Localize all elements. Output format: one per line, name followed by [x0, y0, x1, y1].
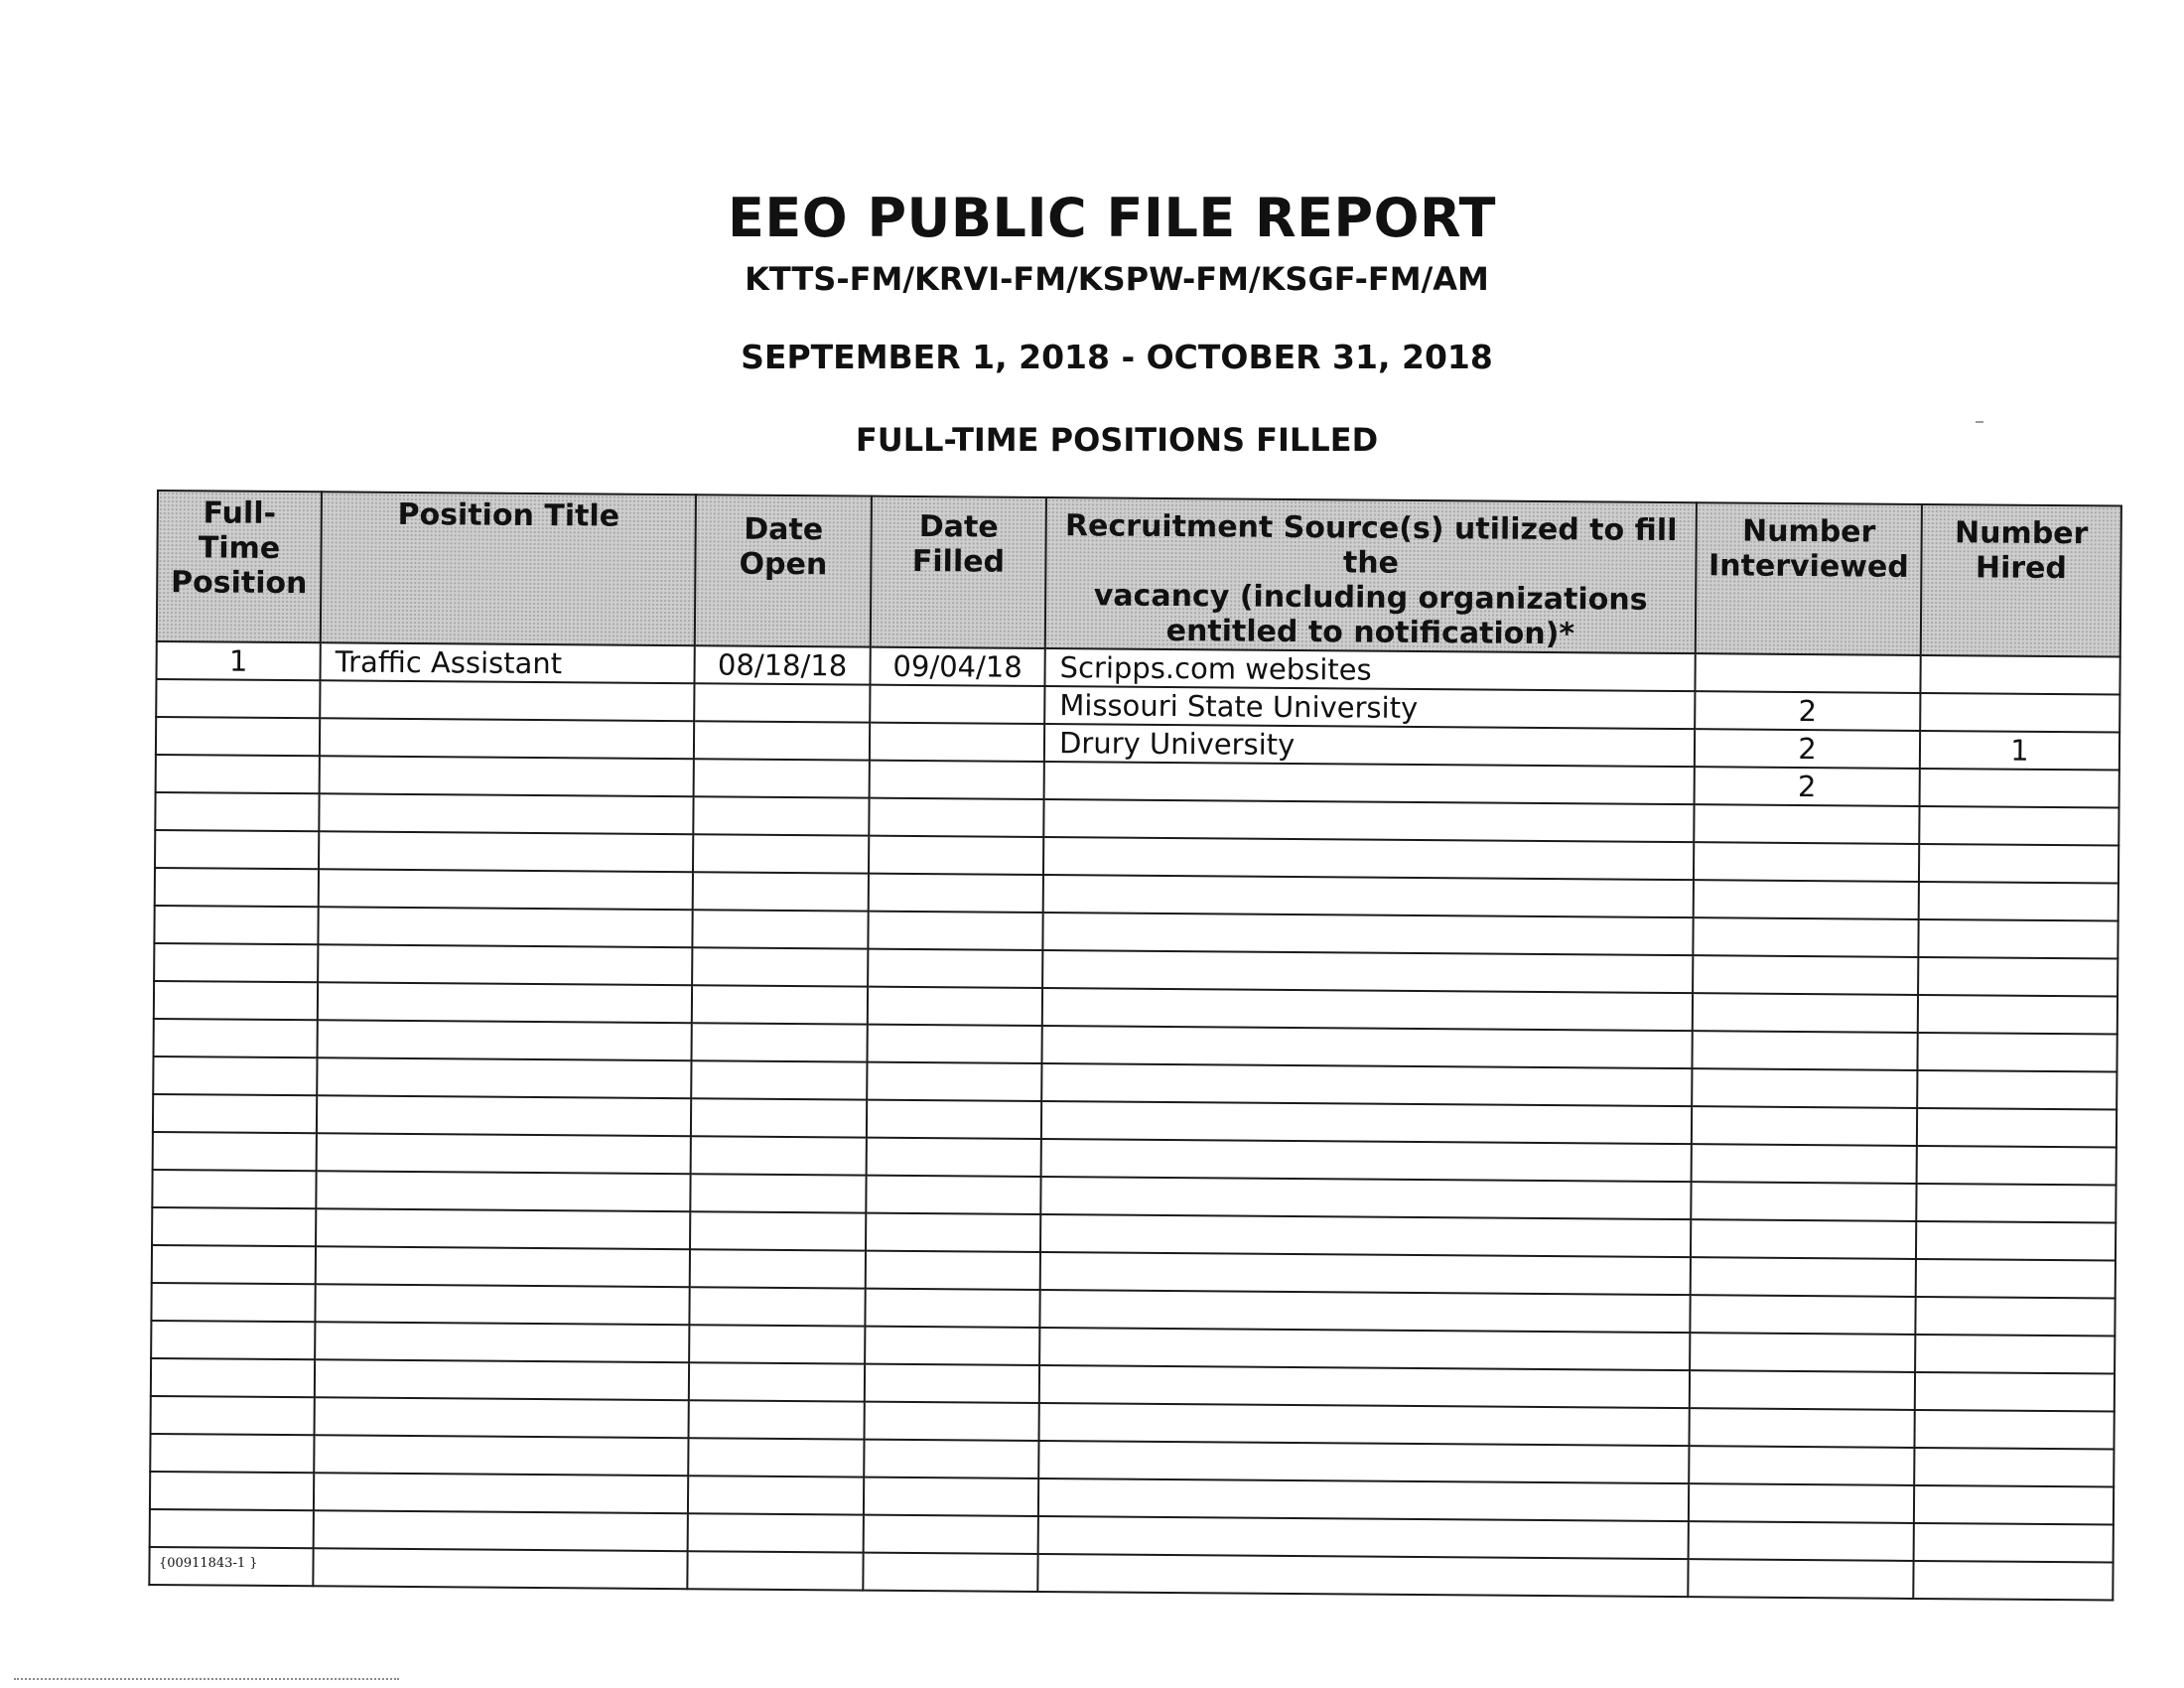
cell-date-open: [694, 721, 870, 760]
empty-cell: [690, 1249, 866, 1288]
empty-cell: [865, 1364, 1039, 1403]
empty-cell: [1916, 1184, 2116, 1223]
empty-cell: [153, 1132, 317, 1171]
empty-cell: [688, 1438, 864, 1477]
cell-number-hired: [1920, 655, 2119, 695]
empty-cell: [318, 944, 692, 985]
cell-position: 1: [156, 641, 320, 680]
col-header-position: [157, 491, 322, 642]
empty-cell: [318, 1020, 692, 1060]
empty-cell: [1919, 844, 2118, 884]
empty-cell: [692, 985, 868, 1024]
report-title: EEO PUBLIC FILE REPORT: [727, 187, 1496, 249]
empty-cell: [866, 1213, 1040, 1252]
empty-cell: [689, 1362, 865, 1401]
col-header-position-line1: Full-: [203, 495, 277, 531]
empty-cell: [1690, 1370, 1915, 1410]
document-id: {00911843-1 }: [159, 1556, 258, 1571]
empty-cell: [1690, 1295, 1915, 1335]
cell-position-title: [320, 680, 694, 721]
empty-cell: [315, 1322, 689, 1362]
empty-cell: [1691, 1182, 1916, 1221]
col-header-interviewed: [1696, 502, 1922, 655]
empty-cell: [1917, 1146, 2116, 1186]
empty-cell: [154, 1019, 318, 1057]
cell-date-filled: 09/04/18: [870, 647, 1044, 686]
empty-cell: [689, 1400, 865, 1439]
empty-cell: [315, 1359, 689, 1400]
empty-cell: [692, 910, 868, 948]
empty-cell: [1689, 1483, 1914, 1523]
empty-cell: [1040, 1214, 1691, 1257]
empty-cell: [1918, 919, 2117, 959]
empty-cell: [151, 1358, 315, 1397]
cell-date-filled: [870, 685, 1044, 724]
empty-cell: [689, 1325, 865, 1363]
empty-cell: [317, 1057, 691, 1098]
empty-cell: [688, 1513, 864, 1552]
col-header-interviewed-line2: Interviewed: [1707, 548, 1909, 585]
header-row: [157, 491, 2121, 657]
empty-cell: [1043, 875, 1694, 917]
empty-cell: [315, 1397, 689, 1438]
empty-cell: [1688, 1559, 1913, 1599]
empty-cell: [1915, 1372, 2115, 1412]
empty-cell: [1914, 1485, 2114, 1525]
empty-cell: [1042, 950, 1693, 993]
empty-cell: [1690, 1333, 1915, 1372]
empty-cell: [1689, 1446, 1914, 1485]
empty-cell: [152, 1245, 316, 1284]
scan-speck: [1976, 421, 1983, 423]
section-heading: FULL-TIME POSITIONS FILLED: [855, 421, 1379, 459]
empty-cell: [1694, 804, 1919, 844]
cell-recruitment-source: [1044, 762, 1695, 804]
cell-number-interviewed: [1695, 653, 1920, 693]
empty-cell: [691, 1023, 867, 1061]
empty-cell: [1041, 1101, 1692, 1144]
cell-number-hired: [1920, 693, 2119, 733]
empty-cell: [150, 1509, 314, 1548]
empty-cell: [319, 869, 693, 910]
empty-cell: [319, 793, 693, 834]
empty-cell: [690, 1211, 866, 1250]
empty-cell: [1916, 1221, 2116, 1261]
empty-cell: [1038, 1516, 1689, 1559]
empty-cell: [864, 1515, 1038, 1554]
empty-cell: [693, 796, 869, 835]
empty-cell: [1917, 1033, 2116, 1072]
empty-cell: [1038, 1478, 1689, 1521]
empty-cell: [864, 1440, 1038, 1478]
empty-cell: [1914, 1410, 2114, 1450]
empty-cell: [866, 1176, 1040, 1214]
empty-cell: [1694, 880, 1919, 919]
empty-cell: [1693, 917, 1918, 957]
empty-cell: [1692, 1031, 1917, 1070]
empty-cell: [1914, 1448, 2114, 1487]
empty-cell: [1916, 1259, 2116, 1299]
col-header-source-line3: entitled to notification)*: [1165, 613, 1575, 652]
col-header-hired-line1: Number: [1954, 515, 2089, 552]
empty-cell: [314, 1510, 688, 1551]
empty-cell: [316, 1246, 690, 1287]
empty-cell: [1918, 957, 2117, 997]
empty-cell: [868, 912, 1042, 950]
empty-cell: [693, 834, 869, 873]
empty-cell: [1039, 1403, 1690, 1446]
empty-cell: [867, 1025, 1041, 1063]
empty-cell: [691, 1136, 867, 1175]
cell-recruitment-source: Missouri State University: [1044, 686, 1695, 729]
empty-cell: [692, 947, 868, 986]
cell-recruitment-source: Drury University: [1044, 724, 1695, 767]
empty-cell: [867, 1100, 1041, 1139]
empty-cell: [1039, 1290, 1690, 1333]
col-header-source-line1: Recruitment Source(s) utilized to fill the: [1064, 508, 1678, 581]
empty-cell: [1694, 842, 1919, 882]
empty-cell: [155, 830, 319, 869]
empty-cell: [153, 1056, 317, 1095]
empty-cell: [1693, 993, 1918, 1033]
empty-cell: [151, 1283, 315, 1322]
empty-cell: [865, 1402, 1039, 1441]
empty-cell: [1040, 1177, 1691, 1219]
empty-cell: [1689, 1521, 1914, 1561]
empty-cell: [154, 981, 318, 1020]
empty-cell: [1691, 1257, 1916, 1297]
empty-cell: [1040, 1252, 1691, 1295]
empty-cell: [1691, 1219, 1916, 1259]
empty-cell: [1917, 1108, 2116, 1148]
col-header-position-line3: Position: [170, 565, 308, 602]
empty-cell: [1915, 1335, 2115, 1374]
empty-cell: [1693, 955, 1918, 995]
empty-cell: [1917, 1070, 2116, 1110]
empty-cell: [1914, 1523, 2114, 1563]
positions-table: [148, 490, 2122, 1602]
empty-cell: [1692, 1144, 1917, 1184]
col-header-date-filled-line1: Date: [918, 509, 999, 545]
cell-position-title: Traffic Assistant: [320, 642, 694, 683]
empty-cell: [867, 1138, 1041, 1177]
col-header-title-text: Position Title: [397, 496, 620, 534]
cell-position-title: [320, 756, 694, 796]
empty-cell: [866, 1251, 1040, 1290]
col-header-hired-line2: Hired: [1975, 550, 2068, 587]
empty-cell: [867, 1062, 1041, 1101]
col-header-date-filled: [871, 496, 1046, 648]
empty-cell: [1918, 995, 2117, 1035]
empty-cell: [1041, 1063, 1692, 1106]
empty-cell: [864, 1477, 1038, 1516]
empty-cell: [154, 943, 318, 982]
col-header-position-line2: Time: [198, 530, 281, 566]
cell-date-filled: [870, 723, 1044, 762]
empty-cell: [152, 1170, 316, 1208]
cell-number-hired: 1: [1920, 731, 2119, 771]
empty-cell: [315, 1284, 689, 1325]
empty-cell: [691, 1060, 867, 1099]
empty-cell: [1689, 1408, 1914, 1448]
cell-date-filled: [870, 761, 1044, 799]
empty-cell: [314, 1473, 688, 1513]
cell-number-interviewed: 2: [1695, 729, 1920, 769]
empty-cell: [1039, 1328, 1690, 1370]
empty-cell: [865, 1289, 1039, 1328]
col-header-date-open-line1: Date: [744, 511, 824, 548]
cell-position: [156, 679, 320, 718]
cell-position-title: [320, 718, 694, 759]
empty-cell: [868, 949, 1042, 988]
col-header-interviewed-line1: Number: [1741, 513, 1876, 550]
empty-cell: [153, 1094, 317, 1133]
cell-date-open: [694, 759, 870, 797]
col-header-hired: [1921, 504, 2121, 657]
empty-cell: [1042, 988, 1693, 1031]
empty-cell: [318, 982, 692, 1023]
empty-cell: [313, 1548, 687, 1589]
empty-cell: [1919, 882, 2118, 921]
empty-cell: [1042, 913, 1693, 955]
empty-cell: [150, 1472, 314, 1510]
empty-cell: [1913, 1561, 2113, 1601]
scan-artifact-line: [14, 1678, 399, 1680]
empty-cell: [317, 1095, 691, 1136]
empty-cell: [1692, 1106, 1917, 1146]
cell-number-interviewed: 2: [1695, 691, 1920, 731]
empty-cell: [316, 1171, 690, 1211]
empty-cell: [863, 1553, 1037, 1592]
empty-cell: [691, 1098, 867, 1137]
empty-cell: [1039, 1365, 1690, 1408]
cell-number-hired: [1920, 769, 2119, 808]
empty-cell: [318, 907, 692, 947]
empty-cell: [1038, 1441, 1689, 1483]
station-list: KTTS-FM/KRVI-FM/KSPW-FM/KSGF-FM/AM: [745, 260, 1489, 298]
cell-date-open: [694, 683, 870, 722]
empty-cell: [1692, 1068, 1917, 1108]
col-header-source: [1045, 497, 1697, 653]
empty-cell: [1915, 1297, 2115, 1336]
cell-recruitment-source: Scripps.com websites: [1044, 648, 1695, 691]
empty-cell: [319, 831, 693, 872]
empty-cell: [868, 987, 1042, 1026]
col-header-date-filled-line2: Filled: [911, 543, 1006, 580]
empty-cell: [690, 1174, 866, 1212]
report-period: SEPTEMBER 1, 2018 - OCTOBER 31, 2018: [741, 338, 1493, 376]
empty-cell: [869, 798, 1043, 837]
empty-cell: [154, 906, 318, 944]
empty-cell: [1043, 799, 1694, 842]
col-header-title: [321, 492, 696, 645]
empty-cell: [869, 836, 1043, 875]
empty-cell: [1041, 1026, 1692, 1068]
empty-cell: [152, 1207, 316, 1246]
empty-cell: [155, 868, 319, 907]
cell-number-interviewed: 2: [1695, 767, 1920, 806]
empty-cell: [687, 1551, 863, 1590]
empty-cell: [1919, 806, 2118, 846]
empty-cell: [865, 1327, 1039, 1365]
cell-position: [156, 755, 320, 793]
empty-cell: [150, 1434, 314, 1473]
empty-cell: [314, 1435, 688, 1476]
col-header-source-line2: vacancy (including organizations: [1093, 578, 1648, 618]
empty-cell: [317, 1133, 691, 1174]
empty-cell: [688, 1476, 864, 1514]
cell-position: [156, 717, 320, 756]
col-header-date-open-line2: Open: [739, 546, 828, 583]
empty-cell: [151, 1321, 315, 1359]
empty-cell: [151, 1396, 315, 1435]
empty-cell: [1037, 1554, 1688, 1597]
empty-cell: [693, 872, 869, 911]
empty-cell: [689, 1287, 865, 1326]
empty-cell: [1043, 837, 1694, 880]
cell-date-open: 08/18/18: [694, 645, 870, 684]
empty-cell: [1041, 1139, 1692, 1182]
empty-cell: [155, 792, 319, 831]
col-header-date-open: [695, 494, 872, 646]
empty-cell: [316, 1208, 690, 1249]
empty-cell: [869, 874, 1043, 913]
